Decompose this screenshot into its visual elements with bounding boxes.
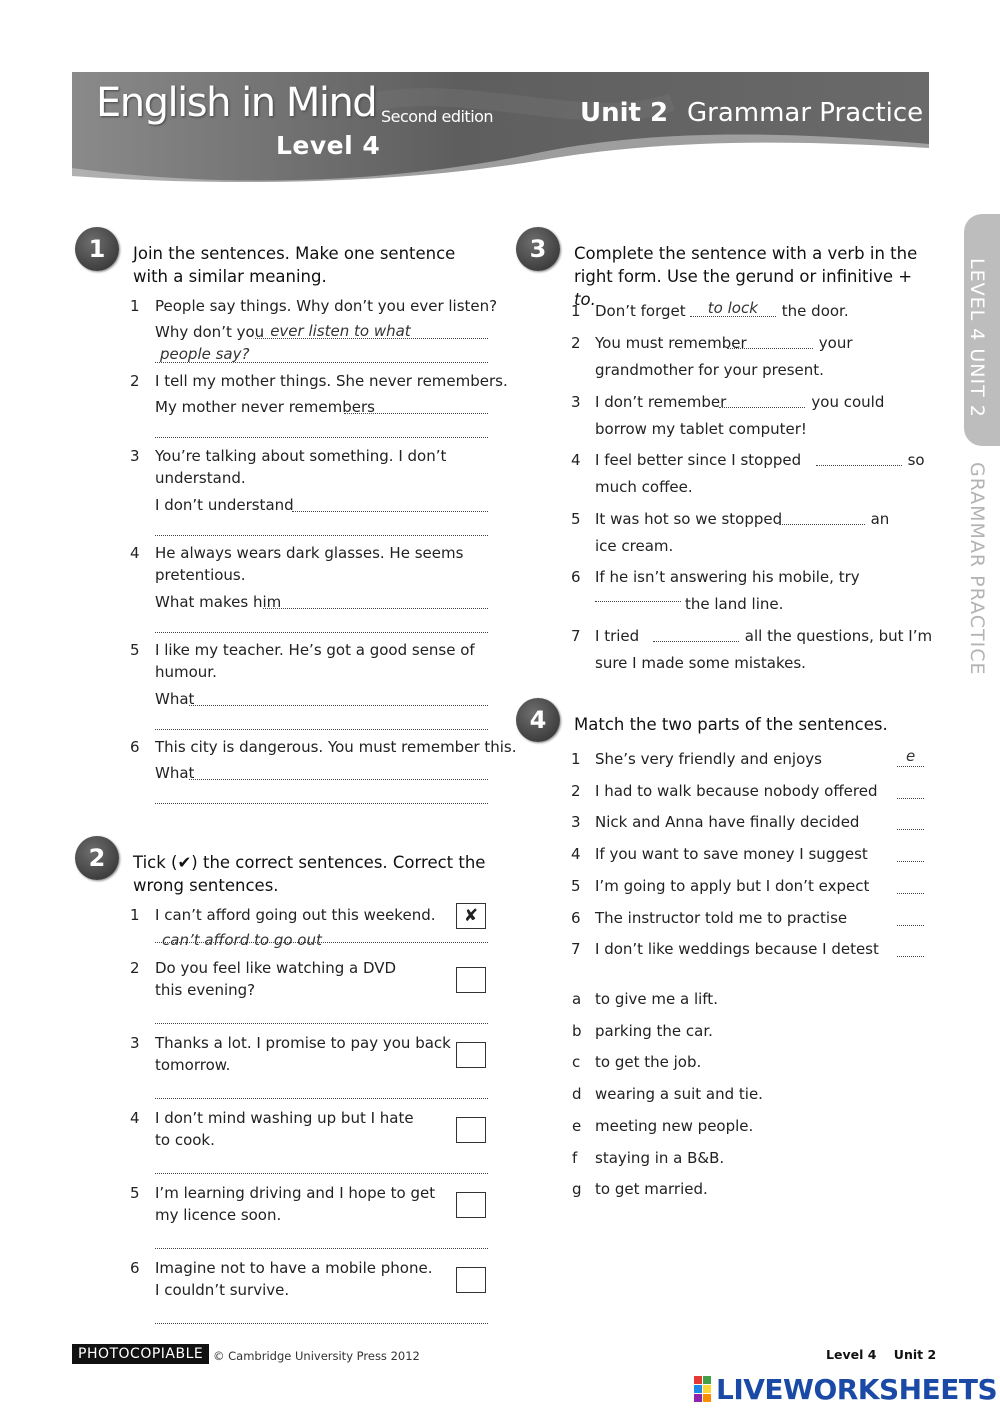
answer-line[interactable] bbox=[344, 413, 488, 414]
item-number: 7 bbox=[571, 940, 581, 959]
item-number: 2 bbox=[571, 781, 581, 800]
item-number: 1 bbox=[571, 750, 581, 768]
item-prompt: Why don’t you bbox=[155, 323, 265, 341]
item-sentence: He always wears dark glasses. He seems bbox=[155, 544, 464, 562]
side-tab-label: LEVEL 4 UNIT 2 bbox=[966, 258, 988, 418]
exercise-3-badge: 3 bbox=[516, 227, 560, 271]
answer-line-2[interactable] bbox=[155, 437, 488, 438]
item-text-cont: the land line. bbox=[685, 595, 784, 613]
written-answer-2: people say? bbox=[160, 345, 250, 363]
item-text-before: I feel better since I stopped bbox=[595, 451, 802, 469]
exercise-3-instruction: Complete the sentence with a verb in the right form. Use the gerund or infinitive + to. bbox=[574, 244, 918, 309]
gap-line[interactable] bbox=[595, 601, 681, 602]
item-text-cont: ice cream. bbox=[595, 537, 674, 555]
answer-line[interactable] bbox=[189, 779, 488, 780]
item-text-before: If he isn’t answering his mobile, try bbox=[595, 568, 860, 586]
answer-line-2[interactable] bbox=[155, 803, 488, 804]
item-number: 5 bbox=[571, 510, 581, 528]
match-answer-line[interactable] bbox=[897, 829, 924, 830]
item-sentence: I don’t mind washing up but I hate bbox=[155, 1109, 414, 1127]
item-text: She’s very friendly and enjoys bbox=[595, 750, 822, 768]
item-sentence: This city is dangerous. You must remember this. bbox=[155, 738, 517, 756]
match-answer-line[interactable] bbox=[897, 766, 924, 767]
item-text-after: you could bbox=[811, 393, 885, 411]
written-correction: can’t afford to go out bbox=[162, 931, 322, 949]
gap-line[interactable] bbox=[727, 348, 813, 349]
item-number: 5 bbox=[571, 876, 581, 895]
copyright: © Cambridge University Press 2012 bbox=[213, 1349, 420, 1363]
gap-line[interactable] bbox=[719, 407, 805, 408]
tick-box[interactable]: ✘ bbox=[456, 903, 486, 929]
exercise-4-instruction: Match the two parts of the sentences. bbox=[574, 715, 888, 734]
item-sentence: You’re talking about something. I don’t bbox=[155, 447, 447, 465]
liveworksheets-icon bbox=[694, 1376, 711, 1402]
match-answer-line[interactable] bbox=[897, 893, 924, 894]
exercise-1-instruction: Join the sentences. Make one sentence with a similar meaning. bbox=[133, 244, 456, 286]
item-prompt: What bbox=[155, 764, 195, 782]
item-sentence-cont: pretentious. bbox=[155, 566, 246, 584]
exercise-4-badge: 4 bbox=[516, 698, 560, 742]
item-sentence: I can’t afford going out this weekend. bbox=[155, 906, 436, 924]
correction-line[interactable] bbox=[155, 1173, 488, 1174]
item-number: 3 bbox=[130, 1034, 140, 1052]
option-text: parking the car. bbox=[595, 1021, 713, 1040]
edition-label: Second edition bbox=[381, 107, 494, 126]
match-answer-line[interactable] bbox=[897, 956, 924, 957]
item-sentence: People say things. Why don’t you ever listen? bbox=[155, 297, 498, 315]
item-number: 6 bbox=[571, 568, 581, 586]
item-sentence-cont: tomorrow. bbox=[155, 1056, 231, 1074]
item-text: The instructor told me to practise bbox=[595, 908, 848, 927]
item-number: 1 bbox=[130, 906, 140, 924]
item-number: 7 bbox=[571, 627, 581, 645]
liveworksheets-text: LIVEWORKSHEETS bbox=[716, 1372, 998, 1406]
tick-box[interactable] bbox=[456, 967, 486, 993]
item-sentence: Do you feel like watching a DVD bbox=[155, 959, 397, 977]
tick-box[interactable] bbox=[456, 1267, 486, 1293]
answer-line-2[interactable] bbox=[155, 632, 488, 633]
answer-line[interactable] bbox=[292, 511, 488, 512]
item-sentence: I tell my mother things. She never remembers. bbox=[155, 372, 508, 390]
item-sentence: I like my teacher. He’s got a good sense of bbox=[155, 641, 475, 659]
option-text: to give me a lift. bbox=[595, 990, 718, 1008]
gap-line[interactable] bbox=[779, 524, 865, 525]
item-text-after: all the questions, but I’m bbox=[744, 627, 933, 645]
tick-box[interactable] bbox=[456, 1042, 486, 1068]
item-text-before: I don’t remember bbox=[595, 393, 727, 411]
match-answer-line[interactable] bbox=[897, 861, 924, 862]
item-text-cont: sure I made some mistakes. bbox=[595, 654, 806, 672]
answer-line-2[interactable] bbox=[155, 535, 488, 536]
item-sentence: I’m learning driving and I hope to get bbox=[155, 1184, 436, 1202]
item-sentence-cont: I couldn’t survive. bbox=[155, 1281, 290, 1299]
item-prompt: My mother never remembers bbox=[155, 398, 375, 416]
unit-label: Unit 2 bbox=[580, 98, 669, 128]
option-letter: e bbox=[572, 1116, 582, 1135]
item-text-before: I tried bbox=[595, 627, 640, 645]
item-number: 4 bbox=[571, 451, 581, 469]
correction-line[interactable] bbox=[155, 1098, 488, 1099]
item-text-after: so bbox=[907, 451, 925, 469]
item-number: 2 bbox=[571, 334, 581, 352]
item-number: 3 bbox=[130, 447, 140, 465]
photocopiable-label: PHOTOCOPIABLE bbox=[72, 1344, 209, 1364]
option-letter: d bbox=[572, 1085, 582, 1104]
tick-box[interactable] bbox=[456, 1192, 486, 1218]
option-text: meeting new people. bbox=[595, 1116, 754, 1135]
item-sentence-cont: my licence soon. bbox=[155, 1206, 282, 1224]
side-section-label: GRAMMAR PRACTICE bbox=[966, 462, 988, 676]
written-match: e bbox=[906, 747, 916, 765]
exercise-2-badge: 2 bbox=[75, 836, 119, 880]
answer-line[interactable] bbox=[189, 705, 488, 706]
answer-line[interactable] bbox=[263, 608, 488, 609]
item-text-before: Don’t forget bbox=[595, 302, 686, 320]
item-number: 1 bbox=[130, 297, 140, 315]
option-letter: a bbox=[572, 990, 582, 1008]
item-text: I don’t like weddings because I detest bbox=[595, 940, 879, 959]
item-prompt: What makes him bbox=[155, 593, 282, 611]
gap-line[interactable] bbox=[653, 641, 739, 642]
item-sentence: Thanks a lot. I promise to pay you back bbox=[155, 1034, 451, 1052]
item-text: If you want to save money I suggest bbox=[595, 845, 868, 864]
exercise-1-badge: 1 bbox=[75, 227, 119, 271]
option-text: wearing a suit and tie. bbox=[595, 1085, 763, 1104]
item-number: 3 bbox=[571, 813, 581, 832]
footer-level-unit: Level 4 Unit 2 bbox=[826, 1347, 937, 1362]
item-text-after: an bbox=[870, 510, 890, 528]
item-text-cont: much coffee. bbox=[595, 478, 693, 496]
option-letter: g bbox=[572, 1180, 582, 1199]
option-letter: b bbox=[572, 1021, 582, 1040]
written-answer: ever listen to what bbox=[270, 322, 411, 340]
correction-line[interactable] bbox=[155, 1023, 488, 1024]
match-answer-line[interactable] bbox=[897, 925, 924, 926]
gap-line[interactable] bbox=[816, 465, 902, 466]
item-number: 2 bbox=[130, 959, 140, 977]
item-sentence-cont: understand. bbox=[155, 469, 246, 487]
item-text-cont: borrow my tablet computer! bbox=[595, 420, 807, 438]
item-sentence-cont: this evening? bbox=[155, 981, 256, 999]
item-number: 5 bbox=[130, 641, 140, 659]
brand-title: English in Mind bbox=[96, 80, 377, 126]
match-answer-line[interactable] bbox=[897, 798, 924, 799]
item-text-before: You must remember bbox=[595, 334, 747, 352]
item-number: 6 bbox=[130, 1259, 140, 1277]
option-letter: f bbox=[572, 1148, 578, 1167]
item-number: 6 bbox=[571, 908, 581, 927]
item-number: 5 bbox=[130, 1184, 140, 1202]
item-number: 1 bbox=[571, 302, 581, 320]
exercise-2-instruction: Tick (✔) the correct sentences. Correct the wrong sentences. bbox=[133, 853, 486, 895]
item-text-after: your bbox=[818, 334, 853, 352]
option-letter: c bbox=[572, 1053, 581, 1072]
item-sentence-cont: to cook. bbox=[155, 1131, 215, 1149]
item-text-cont: grandmother for your present. bbox=[595, 361, 824, 379]
tick-box[interactable] bbox=[456, 1117, 486, 1143]
correction-line[interactable] bbox=[155, 1248, 488, 1249]
item-text: I’m going to apply but I don’t expect bbox=[595, 876, 870, 895]
item-number: 2 bbox=[130, 372, 140, 390]
option-text: to get married. bbox=[595, 1180, 708, 1199]
item-sentence-cont: humour. bbox=[155, 663, 217, 681]
item-number: 4 bbox=[571, 845, 581, 864]
level-label: Level 4 bbox=[276, 131, 381, 160]
correction-line[interactable] bbox=[155, 1323, 488, 1324]
item-text-before: It was hot so we stopped bbox=[595, 510, 783, 528]
item-text-after: the door. bbox=[781, 302, 849, 320]
item-sentence: Imagine not to have a mobile phone. bbox=[155, 1259, 433, 1277]
liveworksheets-logo bbox=[694, 1372, 997, 1406]
item-text: I had to walk because nobody offered bbox=[595, 781, 878, 800]
item-number: 6 bbox=[130, 738, 140, 756]
item-prompt: What bbox=[155, 690, 195, 708]
item-number: 4 bbox=[130, 544, 140, 562]
item-number: 4 bbox=[130, 1109, 140, 1127]
item-number: 3 bbox=[571, 393, 581, 411]
written-answer: to lock bbox=[707, 299, 758, 317]
option-text: to get the job. bbox=[595, 1053, 702, 1072]
answer-line-2[interactable] bbox=[155, 729, 488, 730]
option-text: staying in a B&B. bbox=[595, 1148, 725, 1167]
item-prompt: I don’t understand bbox=[155, 496, 294, 514]
section-title: Grammar Practice bbox=[687, 98, 924, 128]
item-text: Nick and Anna have finally decided bbox=[595, 813, 860, 832]
